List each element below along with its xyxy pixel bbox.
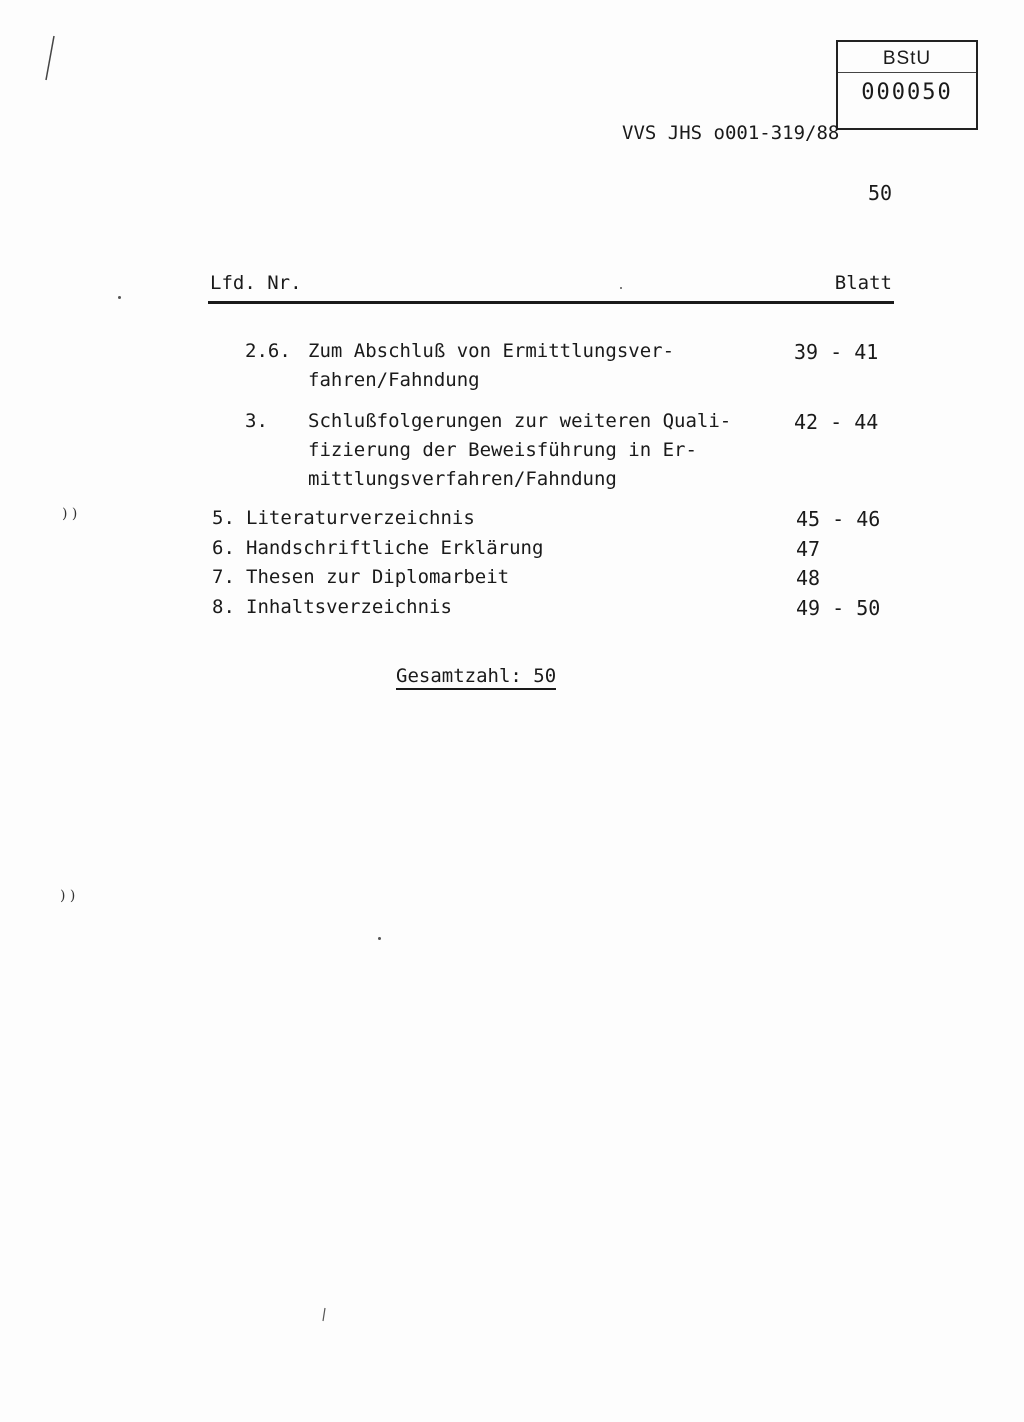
entry-pages: 49 - 50 (796, 596, 881, 620)
entry-pages: 39 - 41 (794, 340, 879, 364)
table-header (210, 272, 892, 298)
entry-number: 8. (212, 596, 235, 618)
archive-stamp (836, 40, 978, 130)
speck (118, 296, 121, 299)
header-pages-label: Blatt (834, 272, 892, 294)
document-reference: VVS JHS o001-319/88 (622, 122, 840, 144)
entry-number: 6. (212, 537, 235, 559)
stamp-label: BStU (882, 48, 932, 69)
entry-number: 3. (245, 410, 268, 432)
entry-pages: 47 (796, 537, 821, 561)
entry-title-line: fizierung der Beweisführung in Er- (308, 439, 697, 461)
punch-mark: ) ) (60, 888, 76, 904)
header-rule (208, 301, 894, 304)
entry-title-line: Inhaltsverzeichnis (246, 596, 452, 618)
speck (378, 937, 381, 940)
entry-title-line: fahren/Fahndung (308, 369, 480, 391)
stamp-number: 000050 (861, 80, 953, 105)
stamp-divider (838, 72, 976, 73)
pen-stroke-mark (40, 34, 60, 84)
speck (620, 287, 622, 289)
entry-title-line: Thesen zur Diplomarbeit (246, 566, 510, 588)
punch-mark: ) ) (62, 506, 78, 522)
entry-pages: 42 - 44 (794, 410, 879, 434)
entry-number: 7. (212, 566, 235, 588)
entry-title-line: Literaturverzeichnis (246, 507, 475, 529)
entry-title-line: Zum Abschluß von Ermittlungsver- (308, 340, 675, 362)
speck-stroke (320, 1306, 328, 1324)
entry-title-line: mittlungsverfahren/Fahndung (308, 468, 617, 490)
entry-title-line: Handschriftliche Erklärung (246, 537, 544, 559)
entry-pages: 48 (796, 566, 821, 590)
page-number: 50 (868, 181, 893, 205)
entry-pages: 45 - 46 (796, 507, 881, 531)
entry-number: 5. (212, 507, 235, 529)
total-count: Gesamtzahl: 50 (396, 665, 556, 690)
header-number-label: Lfd. Nr. (210, 272, 302, 294)
entry-number: 2.6. (245, 340, 291, 362)
entry-title-line: Schlußfolgerungen zur weiteren Quali- (308, 410, 732, 432)
